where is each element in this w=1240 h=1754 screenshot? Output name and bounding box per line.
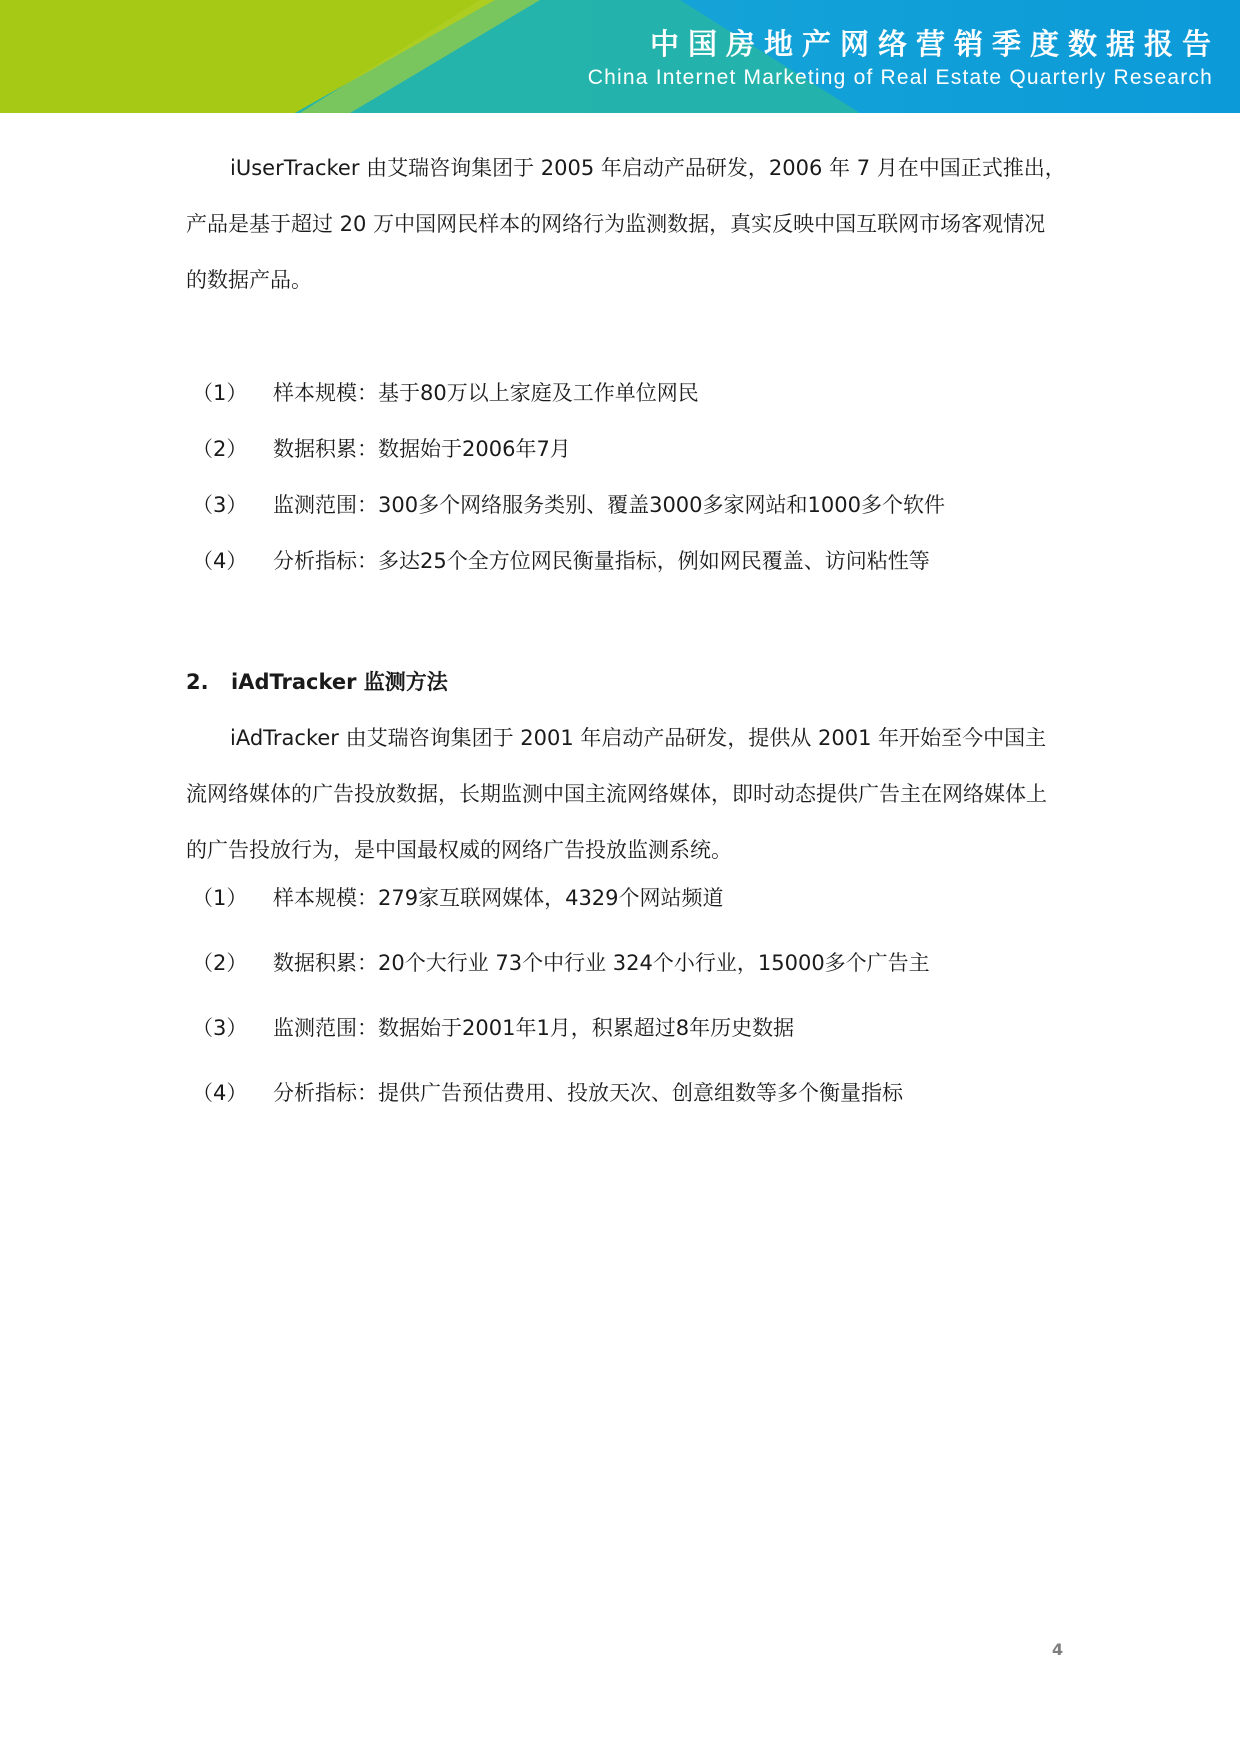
list-item-number: （4）: [192, 549, 248, 573]
report-title: 中国房地产网络营销季度数据报告: [649, 27, 1220, 61]
page-number: 4: [1052, 1640, 1064, 1659]
list-item-number: （1）: [192, 886, 248, 910]
list-item-text: 监测范围：300多个网络服务类别、覆盖3000多家网站和1000多个软件: [273, 493, 945, 517]
list-item: [186, 533, 945, 589]
list-item-text: 分析指标：多达25个全方位网民衡量指标，例如网民覆盖、访问粘性等: [273, 549, 930, 573]
list-item-text: 样本规模：基于80万以上家庭及工作单位网民: [273, 381, 699, 405]
list-item-text: 分析指标：提供广告预估费用、投放天次、创意组数等多个衡量指标: [273, 1081, 903, 1105]
section-title: iAdTracker 监测方法: [231, 670, 448, 694]
list-item-text: 数据积累：数据始于2006年7月: [273, 437, 571, 461]
list-item-text: 数据积累：20个大行业 73个中行业 324个小行业，15000多个广告主: [273, 951, 930, 975]
list-item-text: 监测范围：数据始于2001年1月，积累超过8年历史数据: [273, 1016, 795, 1040]
list-item: [186, 1000, 930, 1065]
list-item: [186, 870, 930, 935]
list-item-number: （3）: [192, 1016, 248, 1040]
list-item: [186, 935, 930, 1000]
section-heading: [186, 654, 448, 710]
iusertracker-paragraph: iUserTracker 由艾瑞咨询集团于 2005 年启动产品研发，2006 年 7 月在中国正式推出，产品是基于超过 20 万中国网民样本的网络行为监测数据，真实反映中国互联网市场客观情况的数据产品。: [186, 156, 1066, 292]
iadtracker-paragraph: iAdTracker 由艾瑞咨询集团于 2001 年启动产品研发，提供从 2001 年开始至今中国主流网络媒体的广告投放数据，长期监测中国主流网络媒体，即时动态提供广告主在网络媒体上的广告投放行为，是中国最权威的网络广告投放监测系统。: [186, 726, 1047, 862]
iadtracker-list: [186, 870, 930, 1130]
list-item: [186, 1065, 930, 1130]
list-item: [186, 365, 945, 421]
list-item: [186, 421, 945, 477]
list-item: [186, 477, 945, 533]
page-content: [186, 140, 1066, 1105]
list-item-number: （2）: [192, 437, 248, 461]
report-header-banner: [0, 0, 1240, 113]
list-item-text: 样本规模：279家互联网媒体，4329个网站频道: [273, 886, 724, 910]
report-subtitle: China Internet Marketing of Real Estate Quarterly Research: [587, 66, 1213, 89]
iusertracker-list: [186, 365, 945, 589]
list-item-number: （2）: [192, 951, 248, 975]
list-item-number: （1）: [192, 381, 248, 405]
list-item-number: （3）: [192, 493, 248, 517]
section-number: 2.: [186, 670, 209, 694]
list-item-number: （4）: [192, 1081, 248, 1105]
